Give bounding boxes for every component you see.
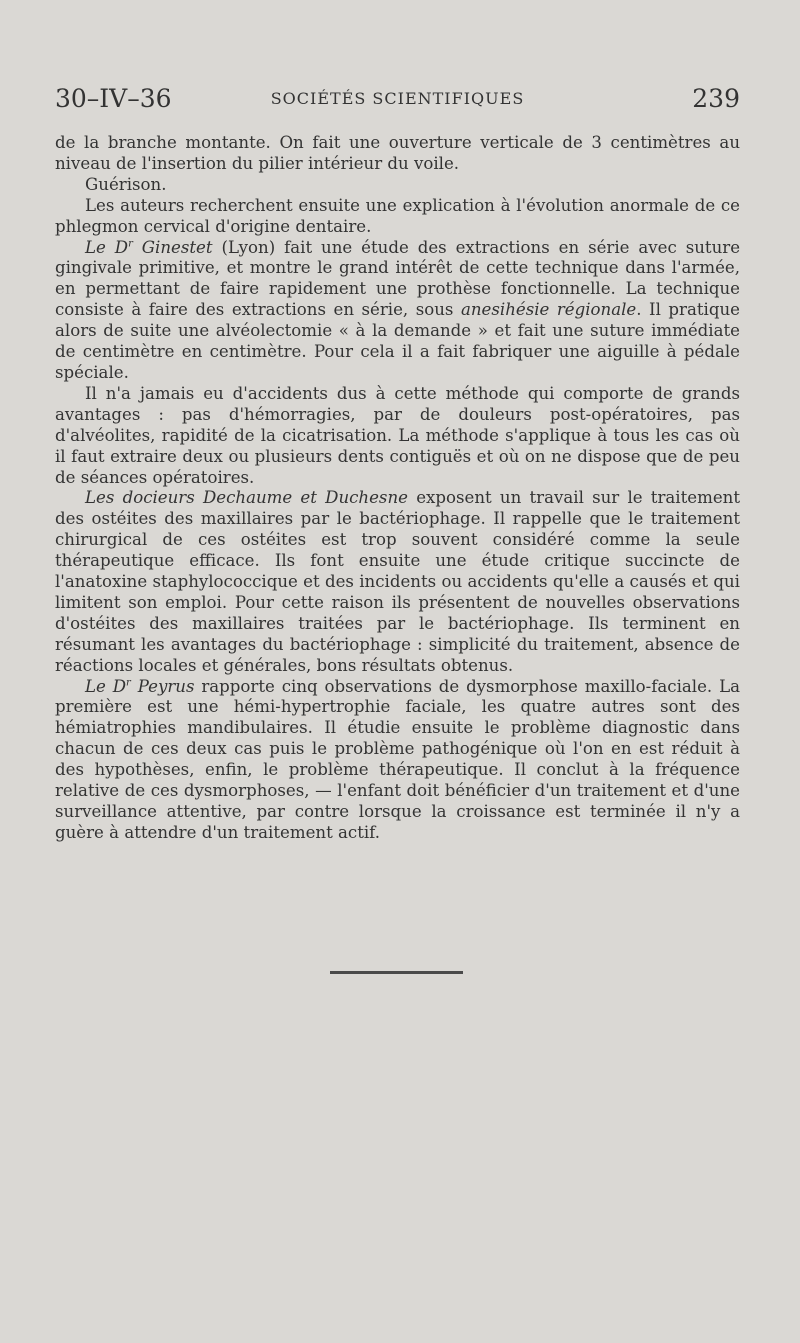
paragraph-7: Le $D^r$ Peyrus rapporte cinq observations de dysmorphose maxillo-faciale. La première est une hémi-hypertrophie faciale, les quatre autres sont des hémiatrophies mandibulaires. Il étudie ensuite le problème diagnostic dans chacun de ces deux cas puis le problème pathogénique où l'on en est réduit à des hypothèses, enfin, le problème thérapeutique. Il conclut à la fréquence relative de ces dysmorphoses, — l'enfant doit bénéficier d'un traitement et d'une surveillance attentive, par contre lorsque la croissance est terminée il n'y a guère à attendre d'un traitement actif. (55, 676, 740, 842)
header-section-title: SOCIÉTÉS SCIENTIFIQUES (270, 89, 525, 108)
header-date: 30–IV–36 (55, 84, 172, 113)
body-text (55, 133, 740, 844)
author-ref: Le $D^r$ Ginestet (85, 237, 213, 257)
page-number: 239 (692, 84, 740, 113)
paragraph-4: Le $D^r$ Ginestet (Lyon) fait une étude des extractions en série avec suture gingivale primitive, et montre le grand intérêt de cette technique dans l'armée, en permettant de faire rapidement une prothèse fonctionnelle. La technique consiste à faire des extractions en série, sous anesihésie régionale. Il pratique alors de suite une alvéolectomie « à la demande » et fait une suture immédiate de centimètre en centimètre. Pour cela il a fait fabriquer une aiguille à pédale spéciale. (55, 237, 741, 382)
paragraph-1: de la branche montante. On fait une ouverture verticale de 3 centimètres au niveau de l'insertion du pilier intérieur du voile. (55, 133, 740, 173)
author-ref: Les docieurs Dechaume et Duchesne (85, 488, 408, 508)
paragraph-5: Il n'a jamais eu d'accidents dus à cette méthode qui comporte de grands avantages : pas d'hémorragies, par de douleurs post-opératoires, pas d'alvéolites, rapidité de la cicatrisation. La méthode s'applique à tous les cas où il faut extraire deux ou plusieurs dents contiguës et où on ne dispose que de peu de séances opératoires. (55, 383, 740, 487)
author-ref: Le $D^r$ Peyrus (85, 676, 195, 696)
paragraph-6: Les docieurs Dechaume et Duchesne exposent un travail sur le traitement des ostéites des maxillaires par le bactériophage. Il rappelle que le traitement chirurgical de ces ostéites est trop souvent considéré comme la seule thérapeutique efficace. Ils font ensuite une étude critique succincte de l'anatoxine staphylococcique et des incidents ou accidents qu'elle a causés et qui limitent son emploi. Pour cette raison ils présentent de nouvelles observations d'ostéites des maxillaires traitées par le bactériophage. Ils terminent en résumant les avantages du bactériophage : simplicité du traitement, absence de réactions locales et générales, bons résultats obtenus. (55, 488, 741, 675)
section-end-rule (330, 971, 463, 974)
paragraph-2: Guérison. (85, 174, 167, 194)
paragraph-3: Les auteurs recherchent ensuite une explication à l'évolution anormale de ce phlegmon cervical d'origine dentaire. (55, 195, 740, 236)
running-header (55, 84, 740, 114)
emphasis: anesihésie régionale (460, 300, 637, 320)
